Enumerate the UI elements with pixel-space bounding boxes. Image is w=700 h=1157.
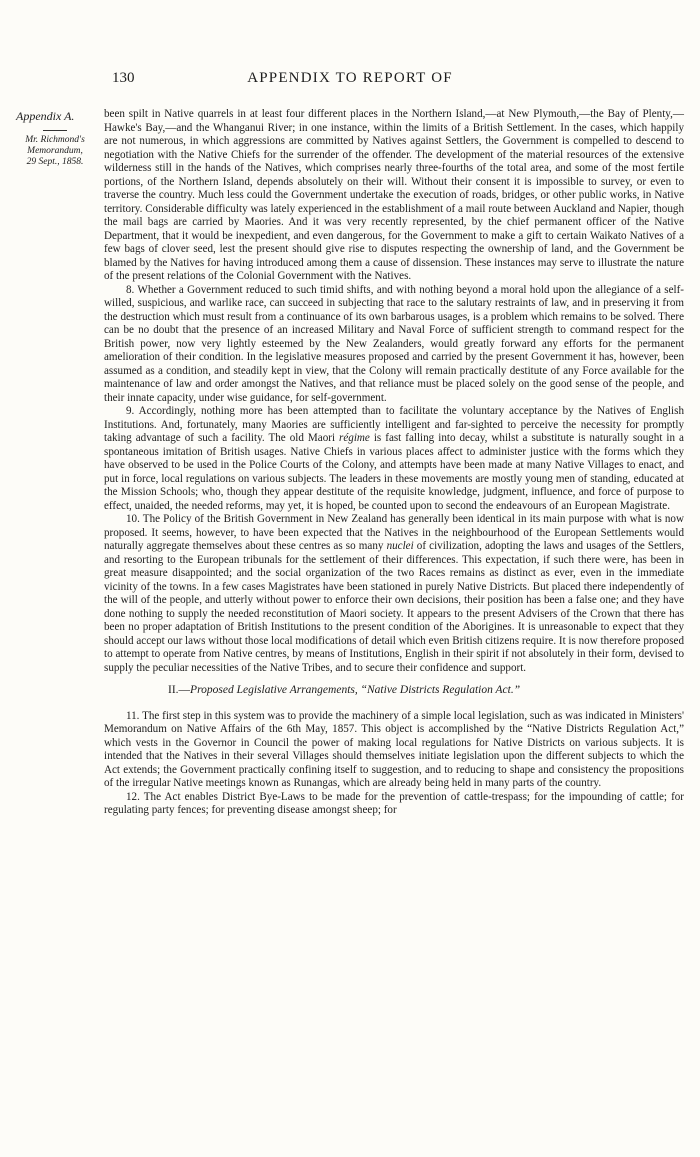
page-title: APPENDIX TO REPORT OF bbox=[247, 70, 453, 86]
paragraph-9-text-a: 9. Accordingly, nothing more has been attempted than to facilitate the voluntary acceptance by the Natives of English Institutions. And, fortunately, many Maories are sufficiently intelligent and far-sighted to perceive the necessity for promptly taking advantage of such a facility. The old Maori bbox=[104, 405, 684, 444]
margin-line-3: 29 Sept., 1858. bbox=[26, 157, 84, 167]
paragraph-10 bbox=[104, 513, 684, 675]
paragraph-10-text-a: 10. The Policy of the British Government in New Zealand has generally been identical in its main purpose with what is now proposed. It seems, however, to have been expected that the Natives in the neighbourhood of the European Settlements would naturally aggregate themselves about these centres as so many bbox=[104, 513, 684, 552]
paragraph-continued: been spilt in Native quarrels in at least four different places in the Northern Island,—at New Plymouth,—the Bay of Plenty,—Hawke's Bay,—and the Whanganui River; in one instance, within the limits of a British Settlement. In the cases, which happily are not numerous, in which aggressions are committed by Natives against Settlers, the Government is compelled to descend to negotiation with the Native Chiefs for the surrender of the offender. The development of the material resources of the extensive wilderness still in the hands of the Natives, which comprises nearly three-fourths of the total area, and some of the most fertile portions, of the Northern Island, depends absolutely on their will. Without their consent it is impossible to survey, or even to traverse the country. Much less could the Government undertake the execution of roads, bridges, or other public works, in Native territory. Considerable difficulty was lately experienced in the establishment of a mail route between Auckland and Napier, though the mail bags are carried by Maories. And it was very recently represented, by the chief permanent officer of the Native Department, that it would be inexpedient, and even dangerous, for the Government to make a gift to certain Waikato Natives of a few bags of clover seed, lest the present should give rise to disputes respecting the ownership of land, and the Government be blamed by the Natives for having introduced among them a cause of dissension. These instances may serve to illustrate the nature of the present relations of the Colonial Government with the Natives. bbox=[104, 108, 684, 282]
paragraph-11: 11. The first step in this system was to provide the machinery of a simple local legislation, such as was indicated in Ministers' Memorandum on Native Affairs of the 6th May, 1857. This object is accomplished by the “Native Districts Regulation Act,” which vests in the Governor in Council the power of making local regulations for Native Districts on various subjects. It is intended that the Natives in their several Villages should themselves initiate legislation upon the different subjects to which the Act extends; the Government practically confining itself to suggestion, and to reducing to shape and consistency the propositions of the irregular Native meetings known as Runangas, which are already being held in many parts of the country. bbox=[104, 709, 684, 789]
margin-note bbox=[16, 109, 94, 168]
paragraph-9-text-b: is fast falling into decay, whilst a substitute is naturally sought in a spontaneous imitation of British usages. Native Chiefs in various places affect to administer justice with the forms which they have observed to be used in the Police Courts of the Colony, and attempts have been made at many Native Villages to enact, and put in force, local regulations on various subjects. The leaders in these movements are mostly young men of standing, educated at the Mission Schools; who, though they appear destitute of the requisite knowledge, judgment, influence, and force of purpose to effect, unaided, the needed reforms, may yet, it is hoped, be counted upon to second the endeavours of an European Magistrate. bbox=[104, 432, 684, 512]
document-body bbox=[104, 108, 684, 818]
paragraph-9 bbox=[104, 405, 684, 513]
paragraph-10-text-b: of civilization, adopting the laws and usages of the Settlers, and resorting to the European tribunals for the settlement of their differences. This expectation, if such there were, has been in great measure disappointed; and the social organization of the two Races remains as distinct as ever, even in the immediate vicinity of the towns. In a few cases Magistrates have been stationed in purely Native Districts. But placed there independently of the will of the people, and utterly without power to enforce their own decisions, their position has been a false one; and they have done nothing to supply the needed reconstitution of Maori society. It appears to the present Advisers of the Crown that there has been no proper adaptation of British Institutions to the present condition of the Aborigines. It is unreasonable to expect that they should accept our laws without those local modifications of detail which even British citizens require. It is now therefore proposed to attempt to operate from Native centres, by means of Institutions, English in their spirit if not absolutely in their form, devised to supply the peculiar necessities of the Native Tribes, and to secure their confidence and support. bbox=[104, 540, 684, 674]
paragraph-12: 12. The Act enables District Bye-Laws to be made for the prevention of cattle-trespass; for the impounding of cattle; for regulating party fences; for preventing disease amongst sheep; for bbox=[104, 790, 684, 816]
page-header bbox=[0, 70, 700, 92]
paragraph-8: 8. Whether a Government reduced to such timid shifts, and with nothing beyond a moral hold upon the allegiance of a self-willed, suspicious, and warlike race, can succeed in subjecting that race to the salutary restraints of law, and in preserving it from the destruction which must result from a continuance of its own barbarous usages, is a problem which remains to be solved. There can be no doubt that the presence of an increased Military and Naval Force of sufficient strength to command respect for the British power, now very lightly esteemed by the New Zealanders, would greatly forward any efforts for the permanent amelioration of their condition. In the legislative measures proposed and carried by the present Government it has, however, been assumed as a condition, and steadily kept in view, that the Colony will remain practically destitute of any Force available for the maintenance of law and order amongst the Natives, and that reliance must be placed solely on the good sense of the people, and their innate capacity, under wise guidance, for self-government. bbox=[104, 283, 684, 404]
margin-line-2: Memorandum, bbox=[27, 146, 83, 156]
margin-line-1: Mr. Richmond's bbox=[25, 135, 85, 145]
margin-appendix-label: Appendix A. bbox=[16, 109, 75, 123]
margin-divider bbox=[43, 130, 67, 131]
section-heading bbox=[168, 684, 684, 698]
paragraph-10-italic: nuclei bbox=[386, 540, 414, 552]
paragraph-9-italic: régime bbox=[339, 432, 370, 444]
section-title: Proposed Legislative Arrangements, “Native Districts Regulation Act.” bbox=[190, 684, 521, 696]
page-number: 130 bbox=[112, 70, 135, 86]
section-number: II.— bbox=[168, 684, 191, 696]
